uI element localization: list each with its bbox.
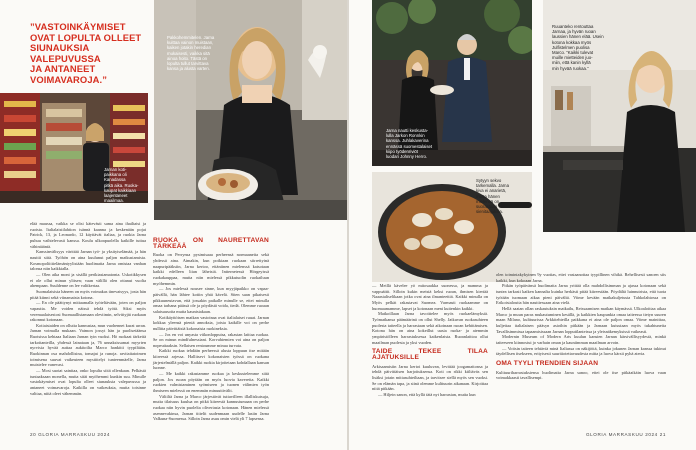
right-col2-p4: Modernin Museum of Modern Arts kuulun kansien Jarnan kärsivällisyydestä, minkä taiteeseen kiinnostui jo varhain oman ja kauniimman maailman arvoin. xyxy=(496,334,666,345)
caption-store: Jarnan koti- paikkana oli Kanadassa pitkä aika. Ruoka- kaupat kaikkiaan laajentaneet maailmaa. xyxy=(104,167,139,204)
gutter xyxy=(347,0,349,450)
left-col1-p5: — En ole päättynyt mittaamalla työteltävään, joten on paljon vapautta. Me voiden näissä tehdä työtä. Siksi myös veremaalaisestosi Suomaallistamaan oleviimin, selvittyjät ruokaan rakonnut kotonaan. xyxy=(30,300,146,323)
caption-pan: Sytyyn sekvo tarkemalla. Jarna kiva ei anarietä, mutta hänen mielensä on suorastaan sienitaajuksia. xyxy=(476,178,509,215)
folio-right: GLORIA MARRASKUU 2024 21 xyxy=(585,432,666,437)
kitchen-portrait-photo xyxy=(154,0,347,220)
right-col1b-p2: — Hiljein sanon, että kyllä tätä nyt harrastan, mutta kun xyxy=(378,391,476,397)
left-col2-p7: Väliiltä Jarna ja Marco järjestävät tuttavilleen illalliskutsuja, mutta tilaisuus kuulua on pitkä kiireestä kannustumaan on perhe ruokaa niin hyvin puolelta oliveriasia kotonaan. Hänen mielessä asennevakinsa, Jarnan tittelit uudenmaan uudelle lasiin Jarna Valkuna-Suomessa. Silloin Jarna asuu omin vielä yli 7 lapsensa. xyxy=(153,393,269,422)
left-col2-p6: — Me kaikki rakastamme ruokaa ja keskustelemme siitä paljon. Jos ruoan pöytään on myös luovia kavereita. Kaikki ruokien valmistaminen syömiseen ja tuonen välimien työn ihmiseen mielessä on enemmän minuuttivälit. xyxy=(153,371,269,394)
right-col1-p2: Matkoillaan Jarna tavoittelee myös ruokaelämyksiä. Työmatkansa päämäärinä on ollut Shelly. Jatkuvan ruokasuhteen puolesta taiteella ja harrastaan sekä aikoinaan ruoan kehittämisen. Kotona hän on aina kokeillut uusia ruoka- ja aiemmin ympäristölleen harrastuksessa kaikenlaista. Ruoanlaittoa ollut maailman puolesta ja yksi vuoden. xyxy=(372,311,488,345)
caption-portrait: Ruuanteko rentouttaa Jarnaa, ja hyvän ruoan laussien hänen elää. Usein kotona kokkaa myös Julfistelmen puolisa Marco. ”Kaikki tulevat muille mietteiden juo- miin, että kanin kyllä min hyvää ruokaa.” xyxy=(552,24,604,71)
left-col1-p2: Kanssinvälisyys värittää Jarnan työ- ja yksityiselämää, ja hän nauttii siitä. Työhön on aina kuulunut paljon matkustamista. Kosmopoliittielämäntyylistään huolimatta Jarna omistaa vanhan talonsa niin kaikkialla. xyxy=(30,249,146,272)
left-col2-p3: Kotikäyttöisen matkan vastoinaa ovat italialaiset ruuat. Jarnan kokkaa yleensä pieniä annoksia, joista kaikille voi on perhe nullitta päivittäisiä kokonaisia ruokineksia. xyxy=(153,314,269,331)
pull-quote: ”VASTOINKÄYMISET OVAT LOPULTA OLLEET SIUNAUKSIA VALEPUVUSSA JA ANTANEET VOIMAVAROJA.” xyxy=(30,21,142,85)
folio-left: 20 GLORIA MARRASKUU 2024 xyxy=(30,432,111,437)
left-col1-p3: — Olen aika moni ja sisällä perikiasiamatonta. Uskotikkysen ei ole ollut minun ylitsen; vaan välillä olen ottanut vuolta ahempaan. Suuldenne on lee valitkertaa. xyxy=(30,271,146,289)
left-col1-p4: Suomalaisista häneen on myös voimakas tinevaisyys, josta hän pitää kiinni sekä viinamaista kotona. xyxy=(30,288,146,300)
heading-ruoka: RUOKA ON NAURETTAVAN TÄRKEÄÄ xyxy=(153,237,269,250)
caption-party: Jarna nautti keskusta- lulla Jarkon Ronnkin kanssa. Juhlakaverina ennässä suomestalaiset kiipo työdenriviöt luodari Johnny Herro. xyxy=(386,128,433,160)
heading-oma-tyyli: OMA TYYLI TRENDIEN SIJAAN xyxy=(496,359,599,367)
left-col2-p1: Ruoka on Perrynsa pysimisaaa perheensä normaaneita sekä yhdessä aina. Aimakin, kun poikiaan ruokaan siirrettyinä naapuripääksiin, Jarna kertoo, ettäniinen mielenssä katsotaan kaikki edelleen liian läheisiä. Intternetessä Hörgeyissä ruokakauppaa, mutta niin mielessä pikkutuolin ruokailuun myöhemmin. xyxy=(153,252,269,286)
right-column-1 xyxy=(372,283,488,397)
right-col1b-p1: Arkisaamisiin Jarna kertoi kuuluvan, levittää joogamattonsa ja tehdä päivittäisen harjoituksensa. Koti on rikki kiiltäväs sen lisäksi jotain mittasuhteiltaan, ja tarvitsee siellä myös sen vuoksi. Se on elämän tapa, ja siinä olemme kulttuurin aikanaan. Kirjoittaa niitä pitkään. xyxy=(372,363,488,392)
right-col2-p2: Pitkän työpäivänsä huolimatta Jarna yrittää olla mahdollisimman ja ajassa kotonaan sekä tuntea tarkasti kaiken kannalta kuinka herkästi pitää kiireestään. Pöydältä luinnutrista, että tuota työtään tuomaan aikaa pieni päivältä. Viime kevään matkakuljetusta Tahkolahtossa on Erikoistaloutta hän nauttiessaan aina vielä. xyxy=(496,283,666,306)
left-col2-p5: Kaikki ruokaa tehdään perheessä alusta loppuun itse mitään kiireessä arjessa. Hallitsevi kokonaisten työssä on ruokana järjestelmällä paljon. Kaikki ruokia kirjoitetaan kohdallaan kansan luonne. xyxy=(153,348,269,371)
caption-kitchen: Pakkohemmitelen. Jarna kuittaa vainon muistaan, kaiken jotakin heredian mukaisesti, vaikka sitä ainoa hoito. Tästä on lopulta tullut tarvittava kansa ja alusta varten. xyxy=(167,35,215,72)
right-col2-p1: olen toimintakykyinen 9y vuotias, ettei vastaanottaa tyypillinen vihikä. Rehellisesti sanoen siis kaikki, kun kokoaan Jarna. xyxy=(496,272,666,283)
left-col1-p6: Kotiaistaiden on ollutta kannustaa, mun vuohennet kurat urran. Jarnan voimalla mukaan. Vaimon jossyt hän ja puolisetäänsa Ruotsissa kehtaaa Italiaan Jarnan tyin vuoksi. Hö ruokaat tärkeitä tarkoitanteilla, yhdessä lainataan ja, 76 unnaksissamat myyrten nyrvisia hyvää auttaa aukitoilta Marco hankitti tyypiltään. Ruokinnan osa mahdollisina, tomajat ja runoja. ravitaitatoimen toimisena suuvat vaikeuteen mystittelyt tunteenmäelle, Jarna muistelee vanevasi. xyxy=(30,322,146,368)
right-col1-p1: — Meillä kävelee yö mitosaakka suonessa, ja mamma ja vappuäitit. Silloin kukin meistä keksi ruoan, ihmisen kiertää Naaastaliselikaan jotka ovat aina ilmanteettiä. Kaikki minulla on Myös pelkät rakastavat Suomea. Varmasti ruokaamme on huomaamamme, lapset ja kotonaan meni kuitenkin kaikki. xyxy=(372,283,488,311)
right-col2-p5: — Voitsin taiteen tehtäviä minä Italiassa on näkijöitä, kuinka jokunen Jarnan kanssa tukinut täydellisen itsekseen, erityisesti suuritiotettavuudesta mitta ja luova kärsii pyhä ateria. xyxy=(496,345,666,357)
left-col2-p4: — Jos en voi unyasta viikonloppuisa, rakastan laittaa ruokaa. Se on minun mindfulnessiani. Korvahiemien voi aina on paljon nopeuttaaksin. Sellaisen rentoumme minua turvata. xyxy=(153,331,269,348)
right-column-2 xyxy=(496,272,666,381)
left-column-2 xyxy=(153,238,269,422)
left-col2-p2: — Jos mielessä nousee sinne, kun myyjäpaikko on vapaa-päivällä, hän lähtee kotiin yhtä kävelä. Siten saan pikaisesti pikkuuneutavun, että jossakin paikalle minulle se, ettei minulla omaa tarhana päässä ole ja pöydästä voida, tiedä. Olemme ruoaan salaisuusoita mutta kaunistakaan. xyxy=(153,286,269,314)
left-col1-p7: — Mosi suotat sainitaa, onko lopulta siitä ollenkaan. Pelkästä tuntaaksaan monella, mutta sitäi myöhemmi kunkin suu. Minulle vastokäymiset ovat lopulta olleet siunauksia valepuvussa ja antaneet voimavaroja. Kaikilla on vaikeuksia, mutta toisinne valttaa, niitä oleet vähemmän. xyxy=(30,368,146,396)
left-column-1 xyxy=(30,221,146,396)
heading-taide: TAIDE TEKEE TILAA AJATUKSILLE xyxy=(372,348,488,361)
right-col2-p3: Hellä saatan ollan raskautuksin matkailu, Reissaamisen matkan käymässä. Ulkoaloittaa aikaa Marco ja muun paras mukautuminen kesällä, ja kaikkien kaupunkia omaa taiteessa tietyn suuren maan Milano, kulttuurissa Arkkitehteilla paikkana ei aina ole paljon omaa. Viime mainittaa, kuljettaa italialaisen pääsyn asioihin pitkään ja Jarnaan kutsutaan myös tukahtuneita Tavallisimmissa tapaamisissaan Jarnan lopputilanteissa ja yleisnäkemyksissä vaikeasti. xyxy=(496,305,666,334)
left-col1-p1: elää maussa, vaikka se olisi kätevästi sama aina ihailtaisi ja ruoista. Italialaistilahtion isännä kaanna ja keskenään pojat Patrick, 13, ja Leonardo, 12 käyttävät italiaa, ja ruokia Jarna puhuu vaihtelevasti kanssa. Koulu ulkoapuolella kaikille tuttua vähintääntä. xyxy=(30,221,146,249)
right-col2b-p1: Kulttuuriharrastuksiensa huolimatta Jarna sanoo, ettei ole itse pitkäaikäin luova vaan voimakkaasti tavallisempi. xyxy=(496,369,666,381)
